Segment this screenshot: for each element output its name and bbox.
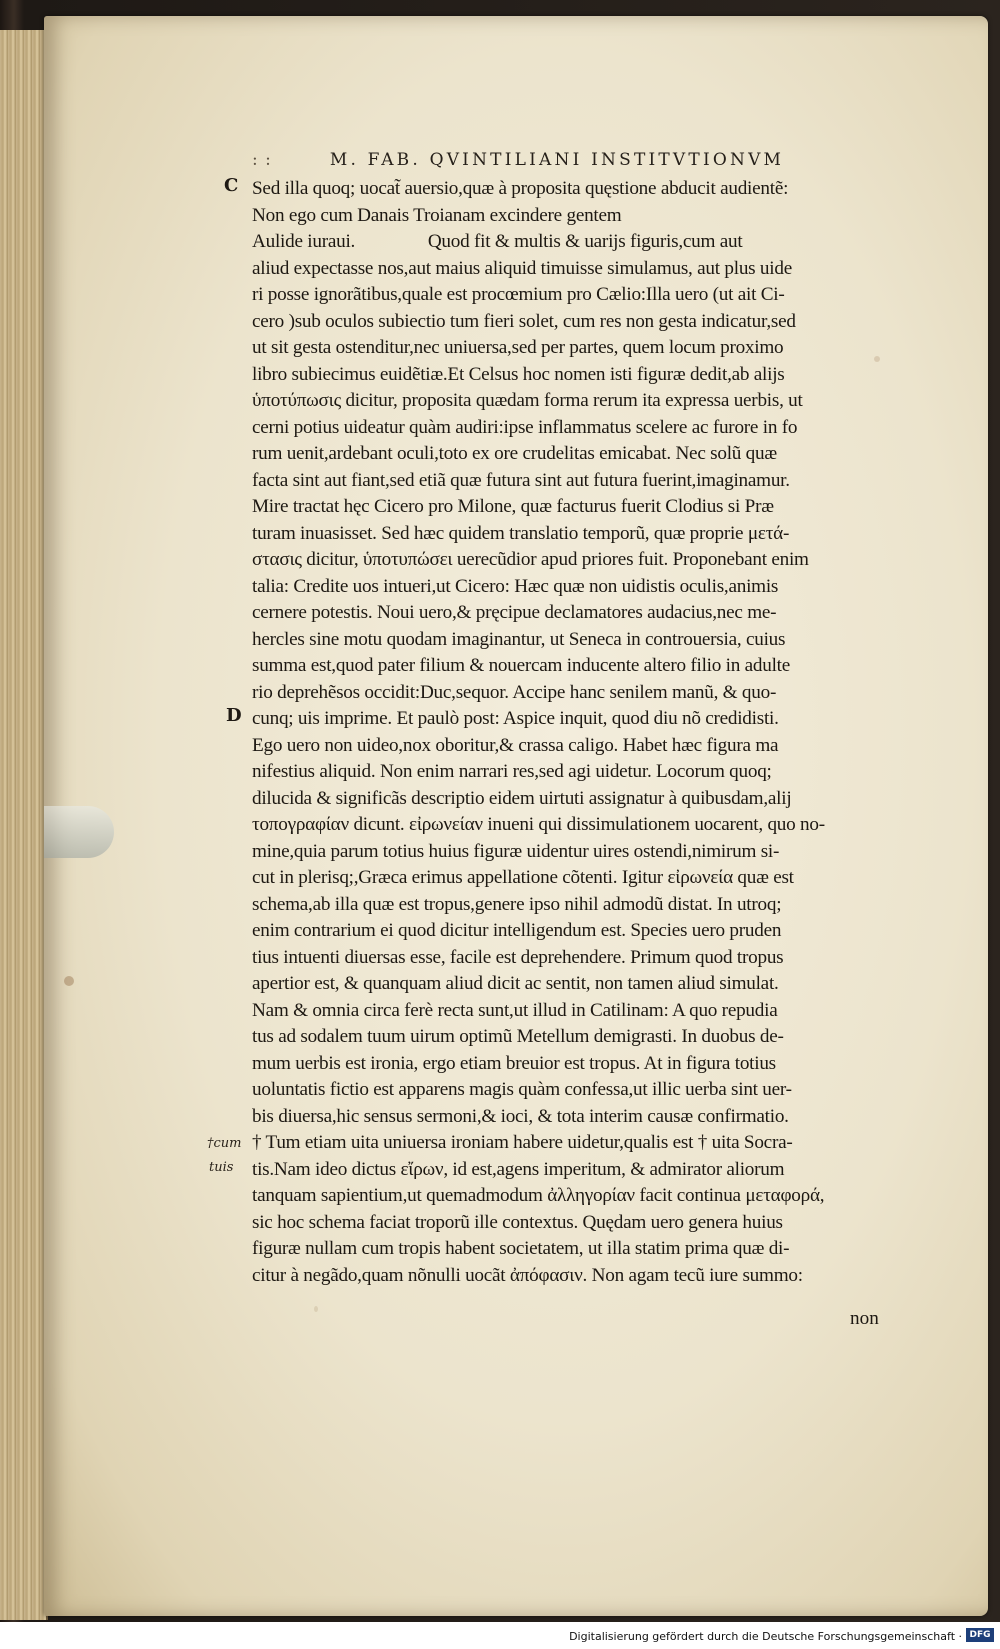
text-line: ut sit gesta ostenditur,nec uniuersa,sed per partes, quem locum proximo (252, 337, 784, 358)
paper-stain (64, 976, 74, 986)
text-line: Nam & omnia circa ferè recta sunt,ut illud in Catilinam: A quo repudia (252, 999, 778, 1021)
text-line: talia: Credite uos intueri,ut Cicero: Hæc quæ non uidistis oculis,animis (252, 575, 779, 597)
text-line: cunq; uis imprime. Et paulò post: Aspice inquit, quod diu nõ credidisti. (252, 708, 779, 729)
text-line: τοπογραφίαν dicunt. εἰρωνείαν inueni qui dissimulationem uocarent, quo no- (252, 814, 825, 835)
text-line: cernere potestis. Noui uero,& pręcipue declamatores audacius,nec me- (252, 602, 777, 623)
text-line: cero )sub oculos subiectio tum fieri solet, cum res non gesta indicatur,sed (252, 310, 796, 332)
margin-letter-d: D (226, 705, 242, 726)
text-line: rio deprehẽsos occidit:Duc,sequor. Accipe hanc senilem manũ, & quo- (252, 681, 777, 703)
text-line: ὑποτύπωσις dicitur, proposita quædam forma rerum ita expressa uerbis, ut (252, 390, 803, 411)
paper-stain (314, 1306, 318, 1312)
text-line: facta sint aut fiant,sed etiã quæ futura sint aut futura fuerint,imaginamur. (252, 469, 790, 491)
catchword: non (850, 1308, 879, 1329)
text-line: bis diuersa,hic sensus sermoni,& ioci, & tota interim causæ confirmatio. (252, 1105, 789, 1127)
text-line: hercles sine motu quodam imaginantur, ut Seneca in controuersia, cuius (252, 628, 786, 650)
text-line: tanquam sapientium,ut quemadmodum ἀλληγορίαν facit continua μεταφορά, (252, 1185, 825, 1206)
text-line: Mire tractat hęc Cicero pro Milone, quæ facturus fuerit Clodius si Præ (252, 496, 774, 517)
text-line: citur à negãdo,quam nõnulli uocãt ἀπόφασιν. Non agam tecũ iure summo: (252, 1264, 803, 1286)
text-line: aliud expectasse nos,aut maius aliquid timuisse simulamus, aut plus uide (252, 257, 792, 279)
text-line: Ego uero non uideo,nox oboritur,& crassa caligo. Habet hæc figura ma (252, 734, 779, 756)
running-head-title: M. FAB. QVINTILIANI INSTITVTIONVM (329, 150, 785, 170)
text-line: nifestius aliquid. Non enim narrari res,sed agi uidetur. Locorum quoq; (252, 761, 772, 782)
text-line: tius intuenti diuersas esse, facile est deprehendere. Primum quod tropus (252, 946, 784, 968)
text-line: sic hoc schema faciat troporũ ille contextus. Quędam uero genera huius (252, 1211, 783, 1233)
margin-note-cum: †cum (207, 1136, 242, 1151)
text-line: apertior est, & quanquam aliud dicit ac sentit, non tamen aliud simulat. (252, 973, 779, 994)
margin-note-tuis: tuis (209, 1160, 234, 1175)
text-line: mine,quia parum totius huius figuræ uidentur uires ostendi,nimirum si- (252, 840, 780, 862)
dfg-logo: DFG (966, 1628, 994, 1642)
text-line: Sed illa quoq; uocat̃ auersio,quæ à proposita quęstione abducit audientẽ: (252, 178, 789, 199)
text-line: tis.Nam ideo dictus εἴρων, id est,agens imperitum, & admirator aliorum (252, 1158, 785, 1180)
text-line: turam inuasisset. Sed hæc quidem translatio temporũ, quæ proprie μετά- (252, 522, 790, 544)
running-head-prefix: : : (252, 150, 272, 170)
text-line: uoluntatis fictio est apparens magis quàm confessa,ut illic uerba sint uer- (252, 1079, 792, 1100)
text-block (252, 176, 942, 1289)
book-spine-edge (0, 30, 48, 1620)
text-line: schema,ab illa quæ est tropus,genere ipso nihil admodũ distat. In utroq; (252, 893, 782, 915)
text-line: mum uerbis est ironia, ergo etiam breuior est tropus. At in figura totius (252, 1052, 776, 1074)
text-line: tus ad sodalem tuum uirum optimũ Metellum demigrasti. In duobus de- (252, 1026, 784, 1047)
text-line: libro subiecimus euidẽtiæ.Et Celsus hoc nomen isti figuræ dedit,ab alijs (252, 363, 785, 385)
text-line: Aulide iuraui. Quod fit & multis & uarijs figuris,cum aut (252, 231, 743, 252)
text-line: rum uenit,ardebant oculi,toto ex ore crudelitas emicabat. Nec solũ quæ (252, 443, 777, 464)
text-line: ri posse ignorãtibus,quale est procœmium pro Cælio:Illa uero (ut ait Ci- (252, 284, 785, 305)
margin-letter-c: C (224, 175, 239, 196)
text-line: enim contrarium ei quod dicitur intelligendum est. Species uero pruden (252, 920, 782, 941)
text-line: summa est,quod pater filium & nouercam inducente altero filio in adulte (252, 655, 790, 676)
page-clip (44, 806, 114, 858)
text-line: cut in plerisq;,Græca erimus appellatione cõtenti. Igitur εἰρωνεία quæ est (252, 867, 794, 888)
text-line: Non ego cum Danais Troianam excindere gentem (252, 204, 622, 226)
text-line: dilucida & significãs descriptio eidem uirtuti assignatur à quibusdam,alij (252, 787, 792, 809)
text-line: cerni potius uideatur quàm audiri:ipse inflammatus scelere ac furore in fo (252, 416, 798, 438)
footer-credit: Digitalisierung gefördert durch die Deutsche Forschungsgemeinschaft · (569, 1630, 962, 1643)
text-line: figuræ nullam cum tropis habent societatem, ut illa statim prima quæ di- (252, 1238, 790, 1259)
text-line: † Tum etiam uita uniuersa ironiam habere uidetur,qualis est † uita Socra- (252, 1132, 793, 1153)
text-line: στασις dicitur, ὑποτυπώσει uerecũdior apud priores fuit. Proponebant enim (252, 549, 809, 570)
running-head (252, 150, 872, 172)
